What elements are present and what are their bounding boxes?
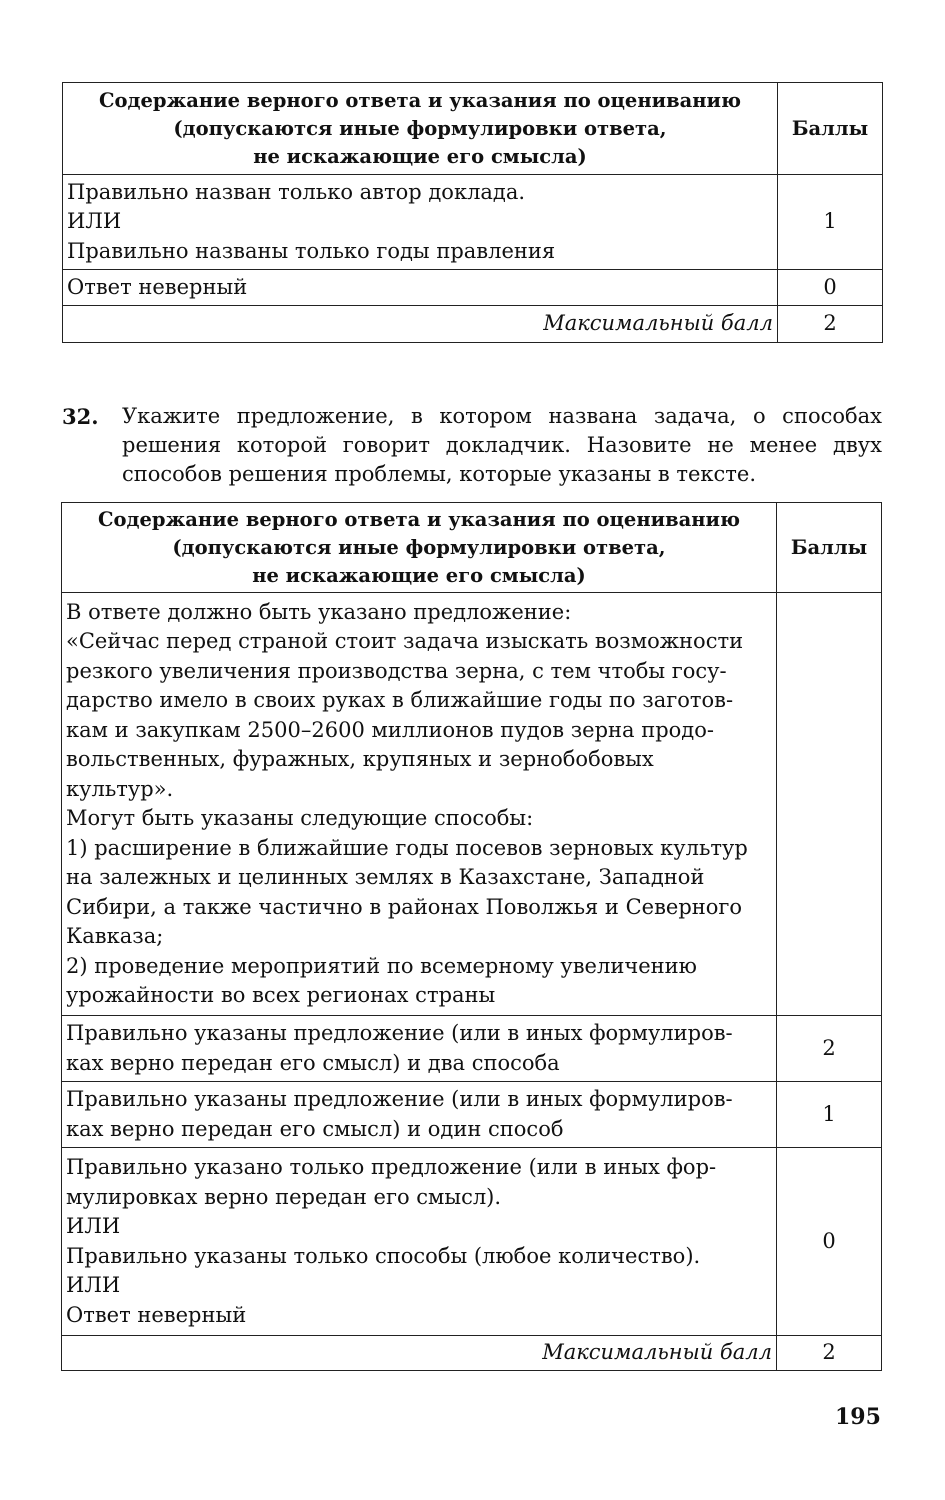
answer-line: 1) расширение в ближайшие годы посевов зерновых культур: [66, 835, 748, 860]
content-header: [62, 503, 777, 593]
criterion-cell: [63, 175, 778, 270]
answer-line: культур».: [66, 776, 174, 801]
table-row: [62, 1148, 882, 1336]
score-cell: 1: [778, 175, 883, 270]
answer-line: 2) проведение мероприятий по всемерному увеличению: [66, 953, 697, 978]
header-line: (допускаются иные формулировки ответа,: [172, 535, 666, 559]
answer-line: урожайности во всех регионах страны: [66, 983, 496, 1007]
grading-table-32: [61, 502, 882, 1371]
answer-line: Сибири, а также частично в районах Поволжья и Северного: [66, 894, 743, 919]
score-cell: 0: [777, 1148, 882, 1336]
score-cell: 0: [778, 270, 883, 306]
criterion-line: Правильно указаны предложение (или в иных формулиров-: [66, 1087, 733, 1111]
max-score-label: Максимальный балл: [63, 306, 778, 343]
criterion-cell: [63, 270, 778, 306]
criterion-line: ИЛИ: [66, 1214, 121, 1238]
criterion-line: Правильно названы только годы правления: [67, 238, 556, 263]
answer-line: В ответе должно быть указано предложение:: [66, 599, 572, 624]
question-text: Укажите предложение, в котором названа задача, о способах решения которой говорит докладчик. Назовите не менее двух способов решения проблемы, которые указаны в тексте.: [122, 404, 882, 486]
criterion-line: Ответ неверный: [67, 274, 248, 299]
table-header-row: [63, 83, 883, 175]
header-line: Содержание верного ответа и указания по оцениванию: [98, 507, 740, 531]
content-header: [63, 83, 778, 175]
score-header: Баллы: [777, 503, 882, 593]
criterion-line: ИЛИ: [66, 1273, 121, 1297]
max-score-value: 2: [777, 1336, 882, 1371]
answer-line: резкого увеличения производства зерна, с тем чтобы госу-: [66, 658, 727, 683]
table-row: [62, 1016, 882, 1082]
criterion-line: мулировках верно передан его смысл).: [66, 1184, 502, 1209]
answer-line: на залежных и целинных землях в Казахстане, Западной: [66, 865, 705, 889]
criterion-line: ИЛИ: [67, 209, 122, 234]
score-header: Баллы: [778, 83, 883, 175]
max-score-value: 2: [778, 306, 883, 343]
criterion-line: Правильно назван только автор доклада.: [67, 179, 526, 204]
max-score-row: [62, 1336, 882, 1371]
page-number: 195: [835, 1404, 881, 1430]
criterion-cell: [62, 1148, 777, 1336]
answer-line: вольственных, фуражных, крупяных и зернобобовых: [66, 747, 654, 771]
score-cell: 1: [777, 1082, 882, 1148]
answer-line: кам и закупкам 2500–2600 миллионов пудов зерна продо-: [66, 717, 714, 742]
criterion-line: Правильно указаны только способы (любое количество).: [66, 1243, 701, 1268]
header-line: (допускаются иные формулировки ответа,: [173, 116, 667, 140]
table-row: [63, 175, 883, 270]
answer-line: «Сейчас перед страной стоит задача изыскать возможности: [66, 629, 744, 653]
criterion-cell: [62, 1016, 777, 1082]
criterion-line: Ответ неверный: [66, 1302, 247, 1327]
criterion-line: Правильно указано только предложение (или в иных фор-: [66, 1155, 717, 1179]
criterion-cell: [62, 1082, 777, 1148]
criterion-line: ках верно передан его смысл) и один способ: [66, 1116, 564, 1141]
empty-score-cell: [777, 593, 882, 1016]
answer-line: Могут быть указаны следующие способы:: [66, 806, 534, 830]
max-score-row: [63, 306, 883, 343]
question-number: 32.: [62, 404, 99, 429]
table-header-row: [62, 503, 882, 593]
question-32: [62, 402, 882, 489]
answer-row: [62, 593, 882, 1016]
criterion-line: ках верно передан его смысл) и два способа: [66, 1050, 560, 1075]
answer-line: Кавказа;: [66, 924, 164, 948]
answer-cell: [62, 593, 777, 1016]
table-row: [63, 270, 883, 306]
header-line: не искажающие его смысла): [252, 563, 586, 587]
max-score-label: Максимальный балл: [62, 1336, 777, 1371]
answer-line: дарство имело в своих руках в ближайшие годы по заготов-: [66, 688, 734, 712]
criterion-line: Правильно указаны предложение (или в иных формулиров-: [66, 1021, 733, 1045]
header-line: не искажающие его смысла): [253, 144, 587, 168]
table-row: [62, 1082, 882, 1148]
grading-table-31: [62, 82, 883, 343]
header-line: Содержание верного ответа и указания по оцениванию: [99, 88, 741, 112]
score-cell: 2: [777, 1016, 882, 1082]
